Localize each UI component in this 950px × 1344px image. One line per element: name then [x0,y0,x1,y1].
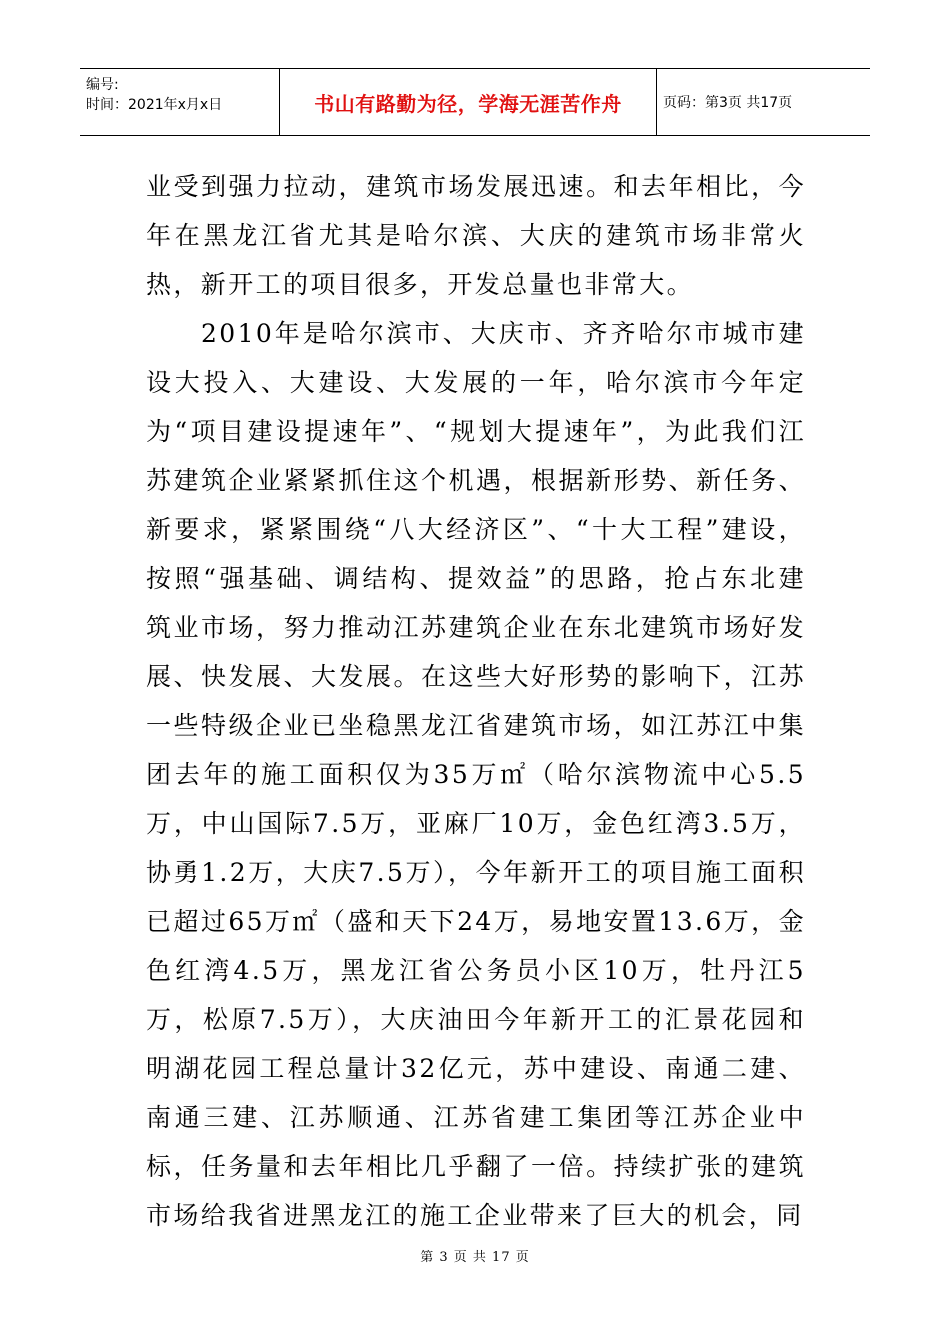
page-header [80,68,870,136]
document-time-label: 时间：2021年x月x日 [86,97,223,113]
document-number-label: 编号: [86,77,119,93]
document-body [146,162,806,1240]
header-motto: 书山有路勤为径，学海无涯苦作舟 [280,69,657,135]
body-paragraph-2: 2010年是哈尔滨市、大庆市、齐齐哈尔市城市建设大投入、大建设、大发展的一年，哈尔滨市今年定为“项目建设提速年”、“规划大提速年”，为此我们江苏建筑企业紧紧抓住这个机遇，根据新形势、新任务、新要求，紧紧围绕“八大经济区”、“十大工程”建设，按照“强基础、调结构、提效益”的思路，抢占东北建筑业市场，努力推动江苏建筑企业在东北建筑市场好发展、快发展、大发展。在这些大好形势的影响下，江苏一些特级企业已坐稳黑龙江省建筑市场，如江苏江中集团去年的施工面积仅为35万㎡（哈尔滨物流中心5.5万，中山国际7.5万，亚麻厂10万，金色红湾3.5万，协勇1.2万，大庆7.5万），今年新开工的项目施工面积已超过65万㎡（盛和天下24万，易地安置13.6万，金色红湾4.5万，黑龙江省公务员小区10万，牡丹江5万，松原7.5万），大庆油田今年新开工的汇景花园和明湖花园工程总量计32亿元，苏中建设、南通二建、南通三建、江苏顺通、江苏省建工集团等江苏企业中标，任务量和去年相比几乎翻了一倍。持续扩张的建筑市场给我省进黑龙江的施工企业带来了巨大的机会，同 [146,319,806,1230]
body-paragraph-1: 业受到强力拉动，建筑市场发展迅速。和去年相比，今年在黑龙江省尤其是哈尔滨、大庆的建筑市场非常火热，新开工的项目很多，开发总量也非常大。 [146,172,806,299]
page-footer: 第 3 页 共 17 页 [420,1250,530,1265]
header-meta [80,69,280,135]
header-page-info: 页码：第3页 共17页 [663,95,793,111]
